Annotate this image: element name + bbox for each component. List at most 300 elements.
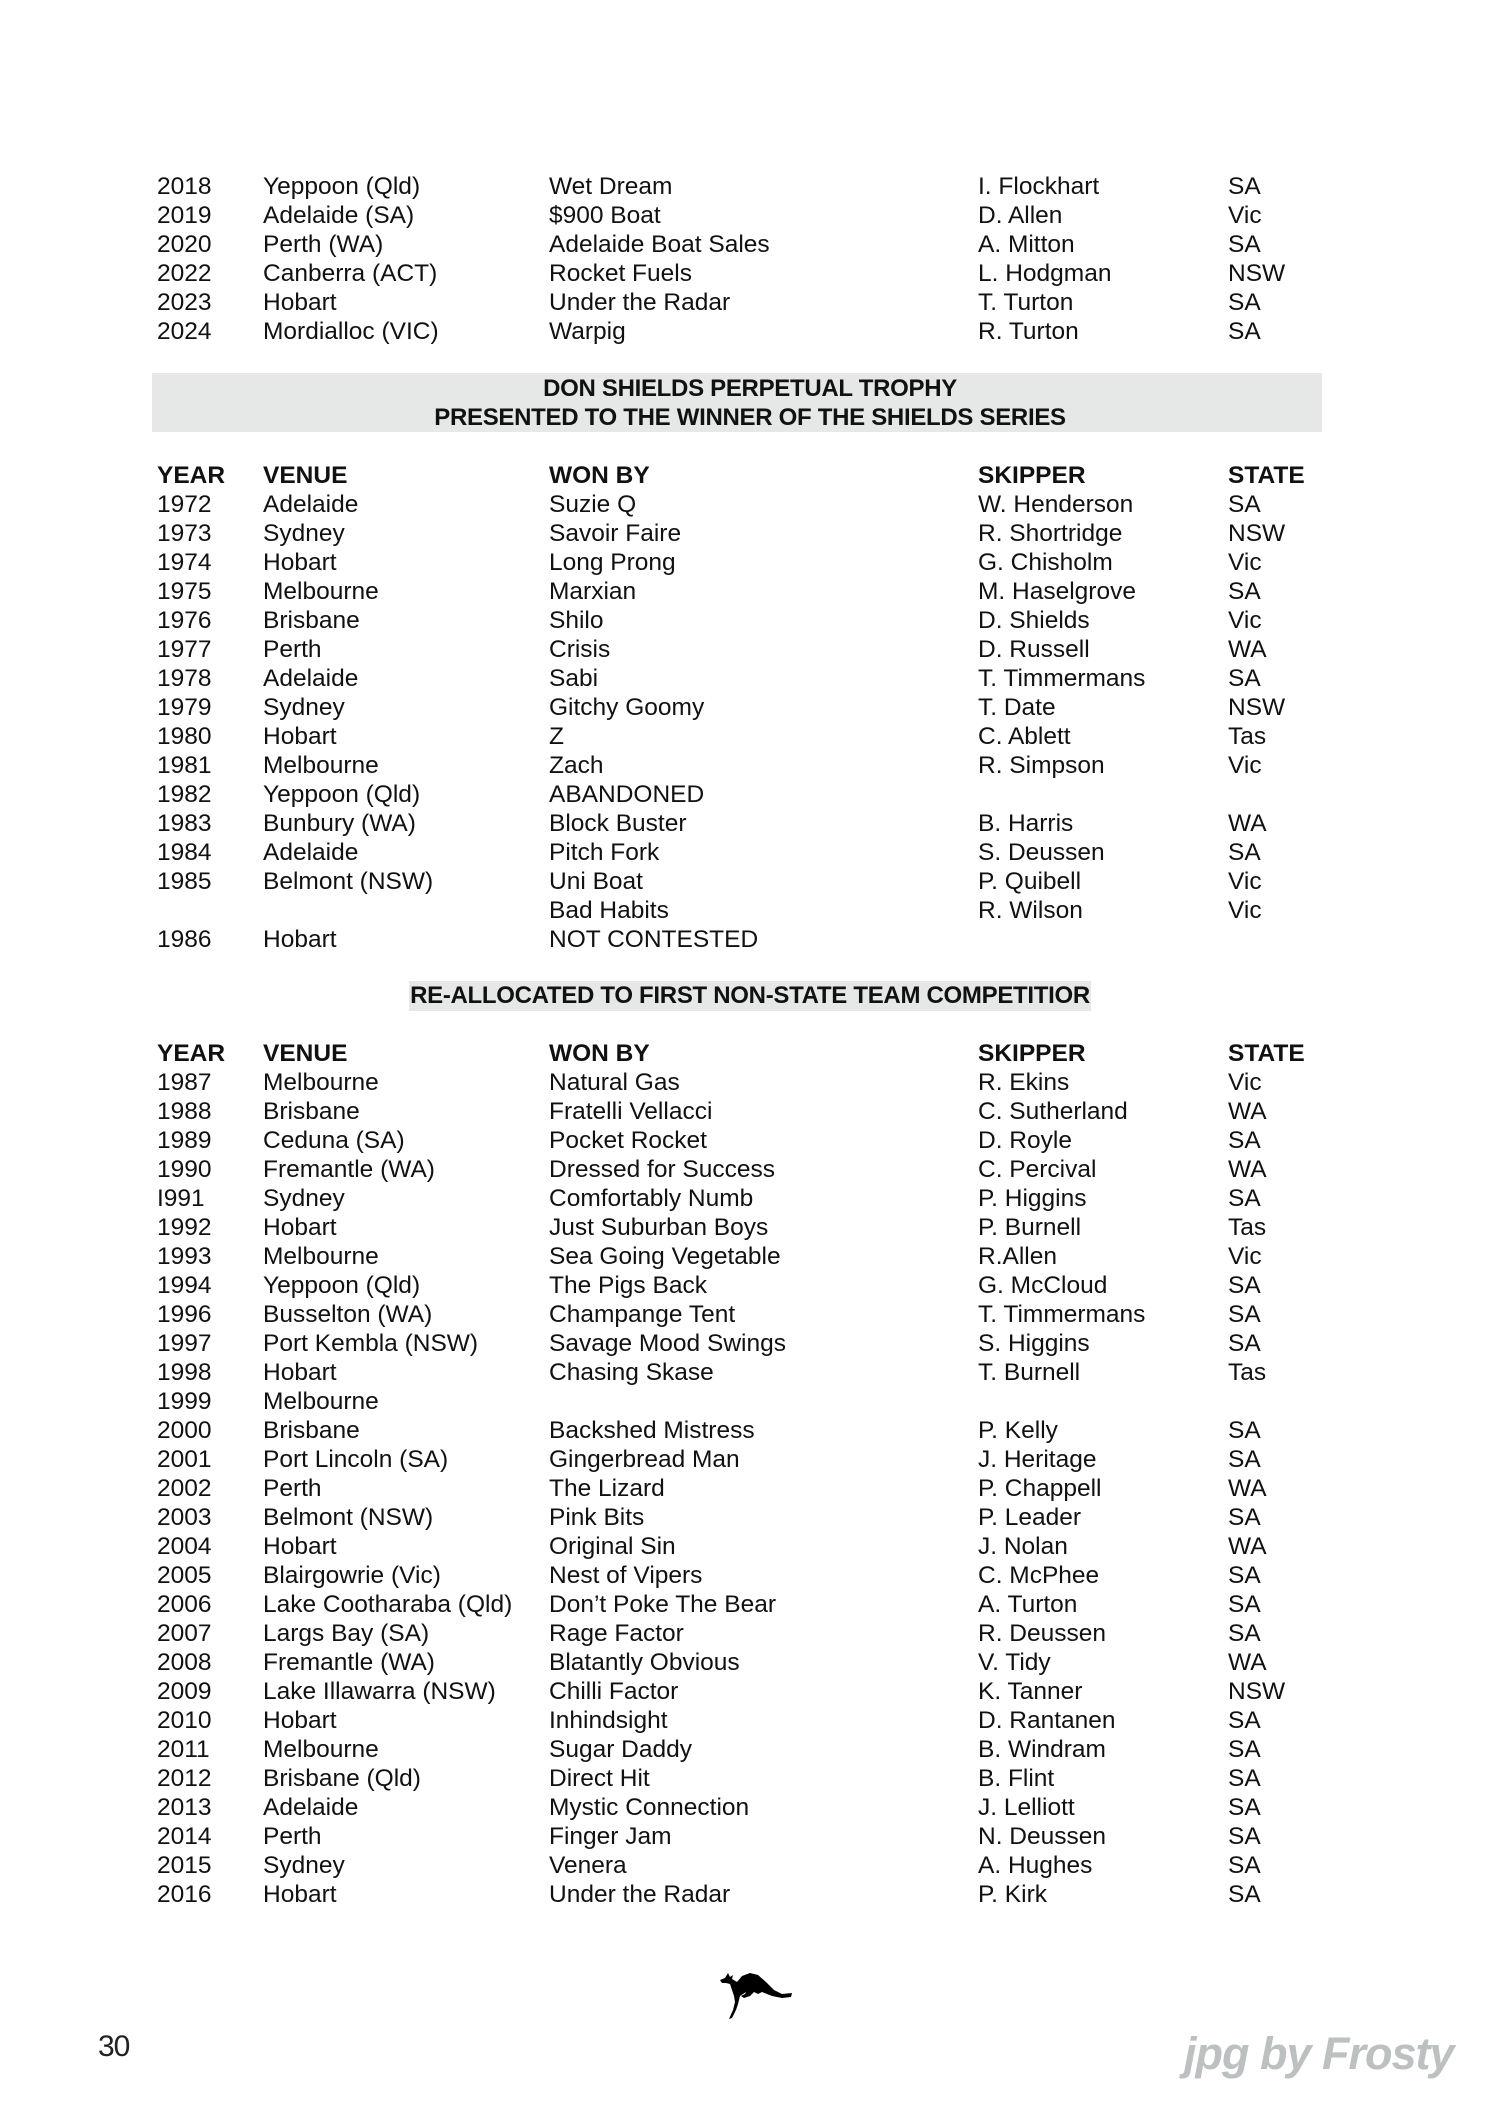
cell-venue: Hobart [263,1533,337,1560]
cell-year: 1999 [157,1388,212,1415]
cell-won-by: Wet Dream [549,173,673,200]
cell-year: 1984 [157,839,212,866]
cell-skipper: P. Kelly [978,1417,1058,1444]
cell-state: SA [1228,1272,1261,1299]
cell-venue: Adelaide [263,491,359,518]
cell-venue: Hobart [263,1881,337,1908]
cell-year: 2014 [157,1823,212,1850]
cell-year: 2012 [157,1765,212,1792]
table-row [0,838,1500,867]
cell-state: WA [1228,1475,1267,1502]
cell-skipper: S. Deussen [978,839,1105,866]
table-row [0,1822,1500,1851]
table-row [0,722,1500,751]
table-row [0,896,1500,925]
table-row [0,1416,1500,1445]
cell-state: SA [1228,578,1261,605]
cell-state: Vic [1228,549,1262,576]
cell-won-by: Warpig [549,318,626,345]
cell-state: WA [1228,1156,1267,1183]
cell-skipper: L. Hodgman [978,260,1112,287]
cell-skipper: I. Flockhart [978,173,1100,200]
cell-won-by: Direct Hit [549,1765,650,1792]
table-row [0,1764,1500,1793]
cell-year: 1983 [157,810,212,837]
page-number: 30 [98,2030,130,2063]
cell-venue: Adelaide [263,1794,359,1821]
cell-year: 1987 [157,1069,212,1096]
cell-state: Vic [1228,1243,1262,1270]
cell-won-by: Champange Tent [549,1301,736,1328]
cell-skipper: C. McPhee [978,1562,1100,1589]
cell-venue: Belmont (NSW) [263,1504,434,1531]
cell-year: 2020 [157,231,212,258]
cell-skipper: T. Timmermans [978,665,1146,692]
cell-state: SA [1228,1330,1261,1357]
table-row [0,1735,1500,1764]
cell-year: 1972 [157,491,212,518]
section2-title: RE-ALLOCATED TO FIRST NON-STATE TEAM COMPETITIOR [410,982,1090,1009]
cell-won-by: Under the Radar [549,289,731,316]
cell-state: WA [1228,810,1267,837]
cell-state: Vic [1228,202,1262,229]
cell-year: 2002 [157,1475,212,1502]
cell-won-by: Nest of Vipers [549,1562,703,1589]
cell-year: 2000 [157,1417,212,1444]
cell-won-by: Mystic Connection [549,1794,750,1821]
cell-venue: Largs Bay (SA) [263,1620,430,1647]
cell-venue: Fremantle (WA) [263,1156,435,1183]
table-row [0,317,1500,346]
cell-venue: Melbourne [263,1388,379,1415]
cell-won-by: Sugar Daddy [549,1736,693,1763]
cell-won-by: Just Suburban Boys [549,1214,769,1241]
cell-state: SA [1228,1417,1261,1444]
cell-venue: Brisbane [263,607,360,634]
cell-skipper: T. Turton [978,289,1074,316]
cell-won-by: Sabi [549,665,599,692]
cell-venue: Blairgowrie (Vic) [263,1562,441,1589]
cell-state: NSW [1228,520,1286,547]
cell-year: 2004 [157,1533,212,1560]
cell-venue: Hobart [263,723,337,750]
table-row [0,606,1500,635]
cell-state: WA [1228,1533,1267,1560]
cell-venue: Melbourne [263,1243,379,1270]
cell-won-by: Chasing Skase [549,1359,714,1386]
table-row [0,664,1500,693]
cell-won-by: Comfortably Numb [549,1185,754,1212]
cell-skipper: A. Mitton [978,231,1075,258]
cell-state: SA [1228,1794,1261,1821]
cell-skipper: G. Chisholm [978,549,1113,576]
cell-won-by: Under the Radar [549,1881,731,1908]
cell-won-by: Natural Gas [549,1069,680,1096]
cell-venue: Hobart [263,1359,337,1386]
cell-venue: Hobart [263,1707,337,1734]
section2-table-header [0,1039,1500,1068]
cell-won-by: Zach [549,752,604,779]
cell-venue: Adelaide [263,839,359,866]
cell-venue: Lake Cootharaba (Qld) [263,1591,513,1618]
table-row [0,1474,1500,1503]
cell-won-by: Bad Habits [549,897,669,924]
table-row [0,1358,1500,1387]
cell-skipper: R. Simpson [978,752,1105,779]
cell-year: 2015 [157,1852,212,1879]
cell-state: SA [1228,1736,1261,1763]
cell-venue: Perth [263,636,322,663]
table-row [0,925,1500,954]
cell-year: 2010 [157,1707,212,1734]
cell-state: SA [1228,1301,1261,1328]
cell-year: 2003 [157,1504,212,1531]
cell-skipper: J. Nolan [978,1533,1068,1560]
cell-skipper: C. Percival [978,1156,1097,1183]
cell-skipper: A. Turton [978,1591,1078,1618]
watermark: jpg by Frosty [1184,2028,1454,2079]
cell-venue: Busselton (WA) [263,1301,433,1328]
header-won-by: WON BY [549,1040,650,1067]
cell-state: SA [1228,1707,1261,1734]
cell-year: 1994 [157,1272,212,1299]
cell-won-by: Fratelli Vellacci [549,1098,713,1125]
cell-venue: Belmont (NSW) [263,868,434,895]
cell-year: 2022 [157,260,212,287]
cell-state: Vic [1228,868,1262,895]
table-row [0,1706,1500,1735]
cell-year: 2008 [157,1649,212,1676]
cell-state: Tas [1228,1214,1267,1241]
table-row [0,548,1500,577]
table-row [0,635,1500,664]
cell-won-by: Sea Going Vegetable [549,1243,781,1270]
cell-skipper: D. Royle [978,1127,1072,1154]
cell-skipper: P. Higgins [978,1185,1087,1212]
cell-skipper: N. Deussen [978,1823,1107,1850]
cell-year: 2001 [157,1446,212,1473]
section2-title-wrap [0,981,1500,1011]
section1-subtitle: PRESENTED TO THE WINNER OF THE SHIELDS SERIES [434,404,1066,431]
cell-state: SA [1228,1591,1261,1618]
cell-state: NSW [1228,260,1286,287]
cell-won-by: Original Sin [549,1533,676,1560]
cell-won-by: Backshed Mistress [549,1417,755,1444]
cell-state: SA [1228,1852,1261,1879]
cell-skipper: B. Harris [978,810,1074,837]
cell-year: 2016 [157,1881,212,1908]
cell-year: 1988 [157,1098,212,1125]
cell-skipper: T. Burnell [978,1359,1081,1386]
cell-venue: Ceduna (SA) [263,1127,405,1154]
cell-year: 1975 [157,578,212,605]
table-row [0,1880,1500,1909]
cell-state: SA [1228,1765,1261,1792]
table-row [0,1155,1500,1184]
table-row [0,1677,1500,1706]
cell-skipper: S. Higgins [978,1330,1090,1357]
cell-venue: Sydney [263,1185,345,1212]
cell-venue: Melbourne [263,1069,379,1096]
header-skipper: SKIPPER [978,462,1086,489]
cell-skipper: P. Chappell [978,1475,1102,1502]
cell-skipper: R. Deussen [978,1620,1107,1647]
table-row [0,490,1500,519]
cell-skipper: J. Lelliott [978,1794,1075,1821]
header-state: STATE [1228,1040,1305,1067]
cell-year: I991 [157,1185,205,1212]
cell-skipper: D. Allen [978,202,1063,229]
cell-venue: Hobart [263,289,337,316]
cell-won-by: Pink Bits [549,1504,645,1531]
cell-year: 1992 [157,1214,212,1241]
cell-venue: Brisbane [263,1417,360,1444]
cell-skipper: P. Quibell [978,868,1082,895]
cell-state: SA [1228,289,1261,316]
cell-year: 1981 [157,752,212,779]
cell-venue: Yeppoon (Qld) [263,781,421,808]
cell-skipper: R. Ekins [978,1069,1070,1096]
cell-skipper: P. Leader [978,1504,1082,1531]
cell-year: 1979 [157,694,212,721]
cell-venue: Melbourne [263,578,379,605]
cell-state: Tas [1228,1359,1267,1386]
cell-state: WA [1228,1098,1267,1125]
cell-venue: Port Lincoln (SA) [263,1446,449,1473]
cell-venue: Lake Illawarra (NSW) [263,1678,496,1705]
cell-venue: Hobart [263,926,337,953]
cell-skipper: R.Allen [978,1243,1057,1270]
cell-venue: Bunbury (WA) [263,810,416,837]
header-venue: VENUE [263,462,348,489]
cell-venue: Perth [263,1823,322,1850]
cell-year: 1997 [157,1330,212,1357]
cell-venue: Perth (WA) [263,231,384,258]
table-row [0,1068,1500,1097]
table-row [0,1445,1500,1474]
cell-year: 2023 [157,289,212,316]
header-state: STATE [1228,462,1305,489]
cell-state: NSW [1228,1678,1286,1705]
cell-won-by: NOT CONTESTED [549,926,759,953]
cell-won-by: Don’t Poke The Bear [549,1591,776,1618]
table-row [0,693,1500,722]
cell-state: SA [1228,1620,1261,1647]
cell-venue: Brisbane (Qld) [263,1765,421,1792]
cell-state: SA [1228,173,1261,200]
cell-venue: Perth [263,1475,322,1502]
table-row [0,780,1500,809]
cell-state: NSW [1228,694,1286,721]
cell-state: SA [1228,1127,1261,1154]
cell-skipper: R. Turton [978,318,1079,345]
cell-won-by: Uni Boat [549,868,643,895]
cell-venue: Adelaide [263,665,359,692]
cell-year: 1973 [157,520,212,547]
cell-skipper: R. Shortridge [978,520,1123,547]
table-row [0,809,1500,838]
cell-state: SA [1228,1185,1261,1212]
cell-year: 2024 [157,318,212,345]
cell-venue: Sydney [263,1852,345,1879]
table-row [0,751,1500,780]
cell-year: 1985 [157,868,212,895]
table-row [0,1242,1500,1271]
cell-won-by: $900 Boat [549,202,661,229]
cell-year: 2019 [157,202,212,229]
cell-won-by: Rocket Fuels [549,260,692,287]
cell-state: SA [1228,1881,1261,1908]
table-row [0,1793,1500,1822]
cell-won-by: ABANDONED [549,781,705,808]
header-won-by: WON BY [549,462,650,489]
cell-state: Vic [1228,752,1262,779]
cell-skipper: D. Rantanen [978,1707,1116,1734]
cell-venue: Sydney [263,694,345,721]
table-row [0,1300,1500,1329]
cell-skipper: W. Henderson [978,491,1134,518]
header-year: YEAR [157,462,226,489]
cell-year: 1982 [157,781,212,808]
cell-skipper: K. Tanner [978,1678,1083,1705]
cell-skipper: R. Wilson [978,897,1083,924]
header-skipper: SKIPPER [978,1040,1086,1067]
cell-won-by: Gingerbread Man [549,1446,740,1473]
cell-venue: Mordialloc (VIC) [263,318,439,345]
table-row [0,1851,1500,1880]
cell-state: SA [1228,839,1261,866]
cell-state: SA [1228,1823,1261,1850]
cell-won-by: Crisis [549,636,611,663]
cell-venue: Yeppoon (Qld) [263,173,421,200]
cell-won-by: Long Prong [549,549,676,576]
cell-won-by: Suzie Q [549,491,637,518]
table-row [0,230,1500,259]
cell-skipper: P. Kirk [978,1881,1047,1908]
cell-state: SA [1228,1562,1261,1589]
cell-skipper: D. Shields [978,607,1090,634]
cell-year: 1980 [157,723,212,750]
cell-venue: Sydney [263,520,345,547]
cell-state: WA [1228,1649,1267,1676]
cell-won-by: Gitchy Goomy [549,694,705,721]
table-row [0,1126,1500,1155]
cell-year: 1986 [157,926,212,953]
cell-won-by: Dressed for Success [549,1156,776,1183]
cell-venue: Yeppoon (Qld) [263,1272,421,1299]
cell-won-by: Rage Factor [549,1620,684,1647]
cell-skipper: P. Burnell [978,1214,1082,1241]
cell-state: Vic [1228,897,1262,924]
cell-venue: Hobart [263,1214,337,1241]
cell-won-by: Block Buster [549,810,687,837]
cell-year: 2009 [157,1678,212,1705]
cell-year: 2007 [157,1620,212,1647]
cell-skipper: T. Timmermans [978,1301,1146,1328]
cell-venue: Melbourne [263,752,379,779]
table-row [0,1184,1500,1213]
section1-title: DON SHIELDS PERPETUAL TROPHY [543,375,957,402]
cell-skipper: G. McCloud [978,1272,1108,1299]
table-row [0,1561,1500,1590]
cell-won-by: Chilli Factor [549,1678,679,1705]
cell-won-by: Savoir Faire [549,520,682,547]
cell-won-by: Blatantly Obvious [549,1649,740,1676]
header-year: YEAR [157,1040,226,1067]
cell-won-by: Pitch Fork [549,839,660,866]
cell-state: Vic [1228,607,1262,634]
cell-skipper: T. Date [978,694,1056,721]
cell-venue: Melbourne [263,1736,379,1763]
cell-skipper: C. Sutherland [978,1098,1128,1125]
table-row [0,172,1500,201]
cell-won-by: Venera [549,1852,627,1879]
cell-skipper: A. Hughes [978,1852,1093,1879]
table-row [0,1619,1500,1648]
section1-table-header [0,461,1500,490]
cell-won-by: Marxian [549,578,637,605]
cell-won-by: Inhindsight [549,1707,668,1734]
cell-state: SA [1228,491,1261,518]
cell-venue: Canberra (ACT) [263,260,438,287]
cell-venue: Port Kembla (NSW) [263,1330,479,1357]
table-row [0,1271,1500,1300]
cell-won-by: Adelaide Boat Sales [549,231,770,258]
table-row [0,259,1500,288]
table-row [0,1532,1500,1561]
cell-year: 1989 [157,1127,212,1154]
header-venue: VENUE [263,1040,348,1067]
table-row [0,519,1500,548]
cell-state: Tas [1228,723,1267,750]
cell-state: SA [1228,1504,1261,1531]
table-row [0,1648,1500,1677]
cell-skipper: D. Russell [978,636,1090,663]
cell-state: Vic [1228,1069,1262,1096]
cell-state: SA [1228,318,1261,345]
cell-skipper: B. Flint [978,1765,1055,1792]
table-row [0,1329,1500,1358]
cell-venue: Hobart [263,549,337,576]
table-row [0,577,1500,606]
cell-state: WA [1228,636,1267,663]
kangaroo-icon [716,1970,796,2022]
cell-won-by: Pocket Rocket [549,1127,707,1154]
cell-year: 1978 [157,665,212,692]
table-row [0,288,1500,317]
cell-year: 1993 [157,1243,212,1270]
cell-year: 2018 [157,173,212,200]
table-row [0,867,1500,896]
cell-year: 1974 [157,549,212,576]
cell-year: 2011 [157,1736,210,1763]
table-row [0,201,1500,230]
cell-year: 1998 [157,1359,212,1386]
cell-year: 2005 [157,1562,212,1589]
cell-state: SA [1228,1446,1261,1473]
cell-won-by: Z [549,723,564,750]
cell-won-by: The Lizard [549,1475,665,1502]
cell-skipper: M. Haselgrove [978,578,1136,605]
table-row [0,1387,1500,1416]
cell-won-by: Finger Jam [549,1823,672,1850]
cell-year: 1990 [157,1156,212,1183]
cell-skipper: B. Windram [978,1736,1106,1763]
cell-skipper: C. Ablett [978,723,1071,750]
cell-venue: Adelaide (SA) [263,202,415,229]
cell-venue: Fremantle (WA) [263,1649,435,1676]
cell-year: 1996 [157,1301,212,1328]
